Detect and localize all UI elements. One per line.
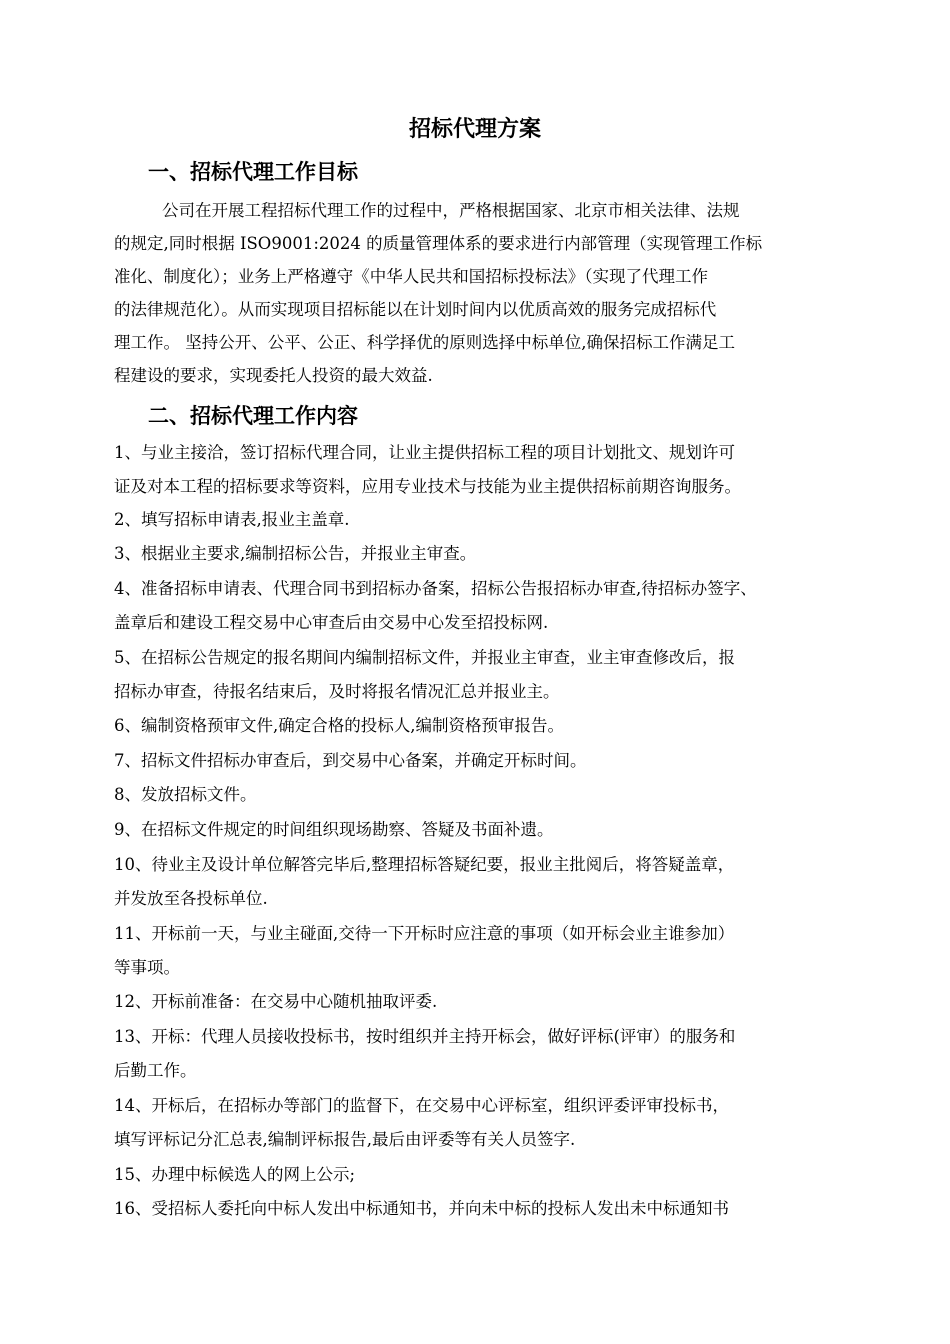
- paragraph-line: 理工作。 坚持公开、公平、公正、科学择优的原则选择中标单位,确保招标工作满足工: [114, 333, 735, 352]
- list-item-line: 盖章后和建设工程交易中心审查后由交易中心发至招投标网.: [114, 613, 549, 632]
- list-item-line: 9、在招标文件规定的时间组织现场勘察、答疑及书面补遗。: [114, 820, 554, 839]
- list-item-line: 1、与业主接洽，签订招标代理合同，让业主提供招标工程的项目计划批文、规划许可: [114, 443, 735, 462]
- section-heading-content: 二、招标代理工作内容: [148, 403, 358, 428]
- paragraph-line: 程建设的要求，实现委托人投资的最大效益.: [114, 366, 433, 385]
- list-item-line: 填写评标记分汇总表,编制评标报告,最后由评委等有关人员签字.: [114, 1130, 576, 1149]
- list-item-line: 16、受招标人委托向中标人发出中标通知书，并向未中标的投标人发出未中标通知书: [114, 1199, 729, 1218]
- paragraph-line: 的法律规范化）。从而实现项目招标能以在计划时间内以优质高效的服务完成招标代: [114, 300, 717, 319]
- list-item-line: 后勤工作。: [114, 1061, 197, 1080]
- list-item-line: 并发放至各投标单位.: [114, 889, 268, 908]
- list-item-line: 12、开标前准备：在交易中心随机抽取评委.: [114, 992, 438, 1011]
- list-item-line: 14、开标后，在招标办等部门的监督下，在交易中心评标室，组织评委评审投标书，: [114, 1096, 729, 1115]
- list-item-line: 3、根据业主要求,编制招标公告，并报业主审查。: [114, 544, 477, 563]
- document-title: 招标代理方案: [408, 116, 541, 142]
- list-item-line: 5、在招标公告规定的报名期间内编制招标文件，并报业主审查，业主审查修改后，报: [114, 648, 735, 667]
- list-item-line: 15、办理中标候选人的网上公示;: [114, 1165, 356, 1184]
- section-heading-goals: 一、招标代理工作目标: [148, 159, 358, 184]
- list-item-line: 7、招标文件招标办审查后，到交易中心备案，并确定开标时间。: [114, 751, 587, 770]
- list-item-line: 6、编制资格预审文件,确定合格的投标人,编制资格预审报告。: [114, 716, 564, 735]
- list-item-line: 4、准备招标申请表、代理合同书到招标办备案，招标公告报招标办审查,待招标办签字、: [114, 579, 757, 598]
- list-item-line: 等事项。: [114, 958, 180, 977]
- list-item-line: 证及对本工程的招标要求等资料，应用专业技术与技能为业主提供招标前期咨询服务。: [114, 477, 741, 496]
- list-item-line: 11、开标前一天，与业主碰面,交待一下开标时应注意的事项（如开标会业主谁参加）: [114, 924, 735, 943]
- list-item-line: 10、待业主及设计单位解答完毕后,整理招标答疑纪要，报业主批阅后，将答疑盖章，: [114, 855, 735, 874]
- paragraph-line: 的规定,同时根据 ISO9001:2024 的质量管理体系的要求进行内部管理（实现管理工作标: [114, 234, 763, 253]
- list-item-line: 13、开标：代理人员接收投标书，按时组织并主持开标会，做好评标(评审）的服务和: [114, 1027, 736, 1046]
- list-item-line: 8、发放招标文件。: [114, 785, 257, 804]
- paragraph-line: 公司在开展工程招标代理工作的过程中，严格根据国家、北京市相关法律、法规: [162, 201, 740, 220]
- paragraph-line: 准化、制度化）；业务上严格遵守《中华人民共和国招标投标法》（实现了代理工作: [114, 267, 708, 286]
- list-item-line: 2、填写招标申请表,报业主盖章.: [114, 510, 350, 529]
- list-item-line: 招标办审查，待报名结束后，及时将报名情况汇总并报业主。: [114, 682, 560, 701]
